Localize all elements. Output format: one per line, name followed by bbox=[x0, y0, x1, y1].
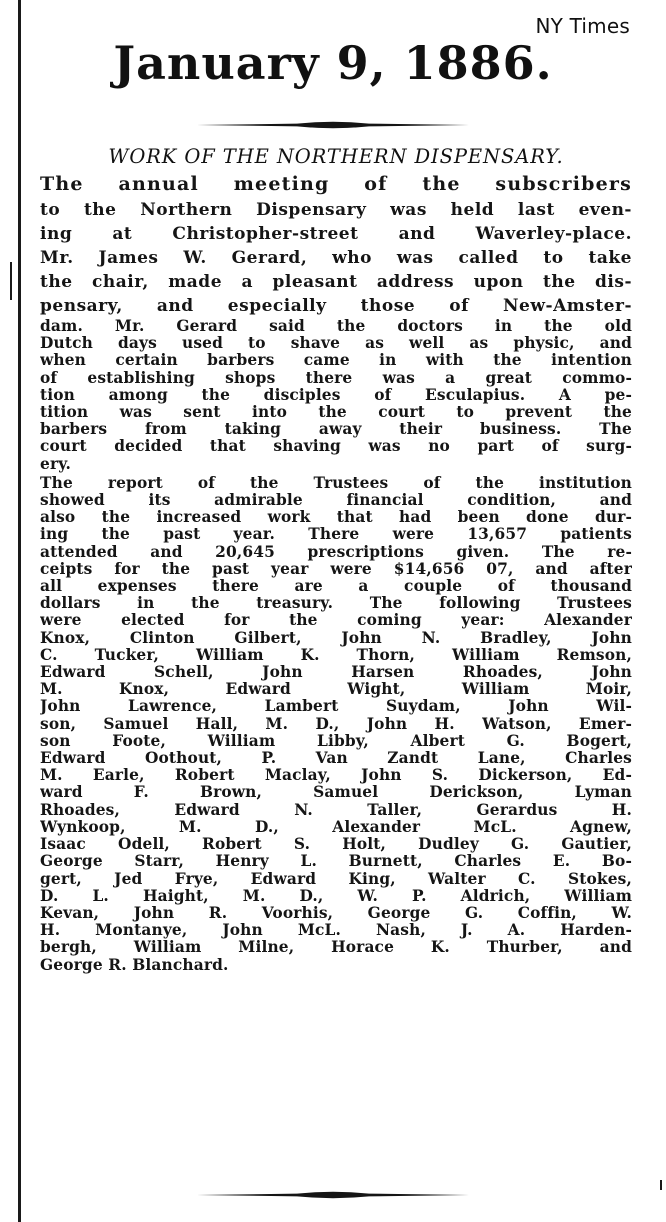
text-line: Wynkoop, M. D., Alexander McL. Agnew, bbox=[40, 818, 632, 836]
text-line: The annual meeting of the subscribers bbox=[40, 173, 632, 195]
text-line: ery. bbox=[40, 455, 72, 473]
text-line: of establishing shops there was a great commo- bbox=[40, 369, 632, 387]
text-line: were elected for the coming year: Alexander bbox=[40, 612, 632, 630]
text-line: son Foote, William Libby, Albert G. Bogert, bbox=[40, 732, 632, 750]
text-line: all expenses there are a couple of thousand bbox=[40, 578, 632, 596]
column-rule-mark-right bbox=[660, 1180, 662, 1190]
text-line: The report of the Trustees of the institution bbox=[40, 474, 632, 492]
text-line: son, Samuel Hall, M. D., John H. Watson, Emer- bbox=[40, 715, 632, 733]
text-line: dam. Mr. Gerard said the doctors in the old bbox=[40, 318, 632, 335]
text-line: Mr. James W. Gerard, who was called to take bbox=[40, 248, 632, 268]
text-line: M. Knox, Edward Wight, William Moir, bbox=[40, 681, 632, 699]
text-line: C. Tucker, William K. Thorn, William Remson, bbox=[40, 646, 632, 664]
text-line: ward F. Brown, Samuel Derickson, Lyman bbox=[40, 784, 632, 802]
text-line: pensary, and especially those of New-Amster- bbox=[40, 296, 632, 316]
text-line: H. Montanye, John McL. Nash, J. A. Harden- bbox=[40, 922, 632, 940]
paragraph-northern-dispensary-history bbox=[40, 318, 632, 473]
text-line: gert, Jed Frye, Edward King, Walter C. Stokes, bbox=[40, 870, 632, 888]
text-line: showed its admirable financial condition, and bbox=[40, 492, 632, 510]
text-line: John Lawrence, Lambert Suydam, John Wil- bbox=[40, 698, 632, 716]
text-line: to the Northern Dispensary was held last even- bbox=[40, 200, 632, 220]
bottom-ornamental-rule bbox=[197, 1190, 469, 1200]
text-line: D. L. Haight, M. D., W. P. Aldrich, William bbox=[40, 887, 632, 905]
text-line: Rhoades, Edward N. Taller, Gerardus H. bbox=[40, 801, 632, 819]
article-body bbox=[40, 170, 632, 974]
dateline: January 9, 1886. bbox=[113, 36, 553, 90]
text-line: when certain barbers came in with the intention bbox=[40, 352, 632, 370]
text-line: M. Earle, Robert Maclay, John S. Dickerson, Ed- bbox=[40, 767, 632, 785]
text-line: Isaac Odell, Robert S. Holt, Dudley G. Gautier, bbox=[40, 836, 632, 854]
text-line: George R. Blanchard. bbox=[40, 956, 229, 974]
text-line: tition was sent into the court to prevent the bbox=[40, 404, 632, 422]
text-line: Kevan, John R. Voorhis, George G. Coffin, W. bbox=[40, 904, 632, 922]
paragraph-trustees-report bbox=[40, 475, 632, 974]
text-line: bergh, William Milne, Horace K. Thurber, and bbox=[40, 939, 632, 957]
column-rule-mark bbox=[10, 262, 12, 300]
lead-paragraph bbox=[40, 170, 632, 318]
text-line: George Starr, Henry L. Burnett, Charles E. Bo- bbox=[40, 853, 632, 871]
source-label: NY Times bbox=[535, 14, 630, 38]
text-line: the chair, made a pleasant address upon the dis- bbox=[40, 272, 632, 292]
text-line: barbers from taking away their business. The bbox=[40, 421, 632, 439]
text-line: dollars in the treasury. The following Trustees bbox=[40, 595, 632, 613]
text-line: Knox, Clinton Gilbert, John N. Bradley, John bbox=[40, 629, 632, 647]
text-line: Dutch days used to shave as well as physic, and bbox=[40, 335, 632, 353]
text-line: ing at Christopher-street and Waverley-place. bbox=[40, 224, 632, 244]
headline: WORK OF THE NORTHERN DISPENSARY. bbox=[108, 145, 564, 168]
text-line: Edward Oothout, P. Van Zandt Lane, Charles bbox=[40, 750, 632, 768]
text-line: attended and 20,645 prescriptions given. The re- bbox=[40, 543, 632, 561]
text-line: ceipts for the past year were $14,656 07, and after bbox=[40, 560, 632, 578]
text-line: tion among the disciples of Esculapius. A pe- bbox=[40, 386, 632, 404]
text-line: Edward Schell, John Harsen Rhoades, John bbox=[40, 664, 632, 682]
top-ornamental-rule bbox=[197, 120, 469, 130]
text-line: ing the past year. There were 13,657 patients bbox=[40, 526, 632, 544]
text-line: court decided that shaving was no part of surg- bbox=[40, 438, 632, 456]
column-rule-left bbox=[18, 0, 21, 1222]
text-line: also the increased work that had been done dur- bbox=[40, 509, 632, 527]
